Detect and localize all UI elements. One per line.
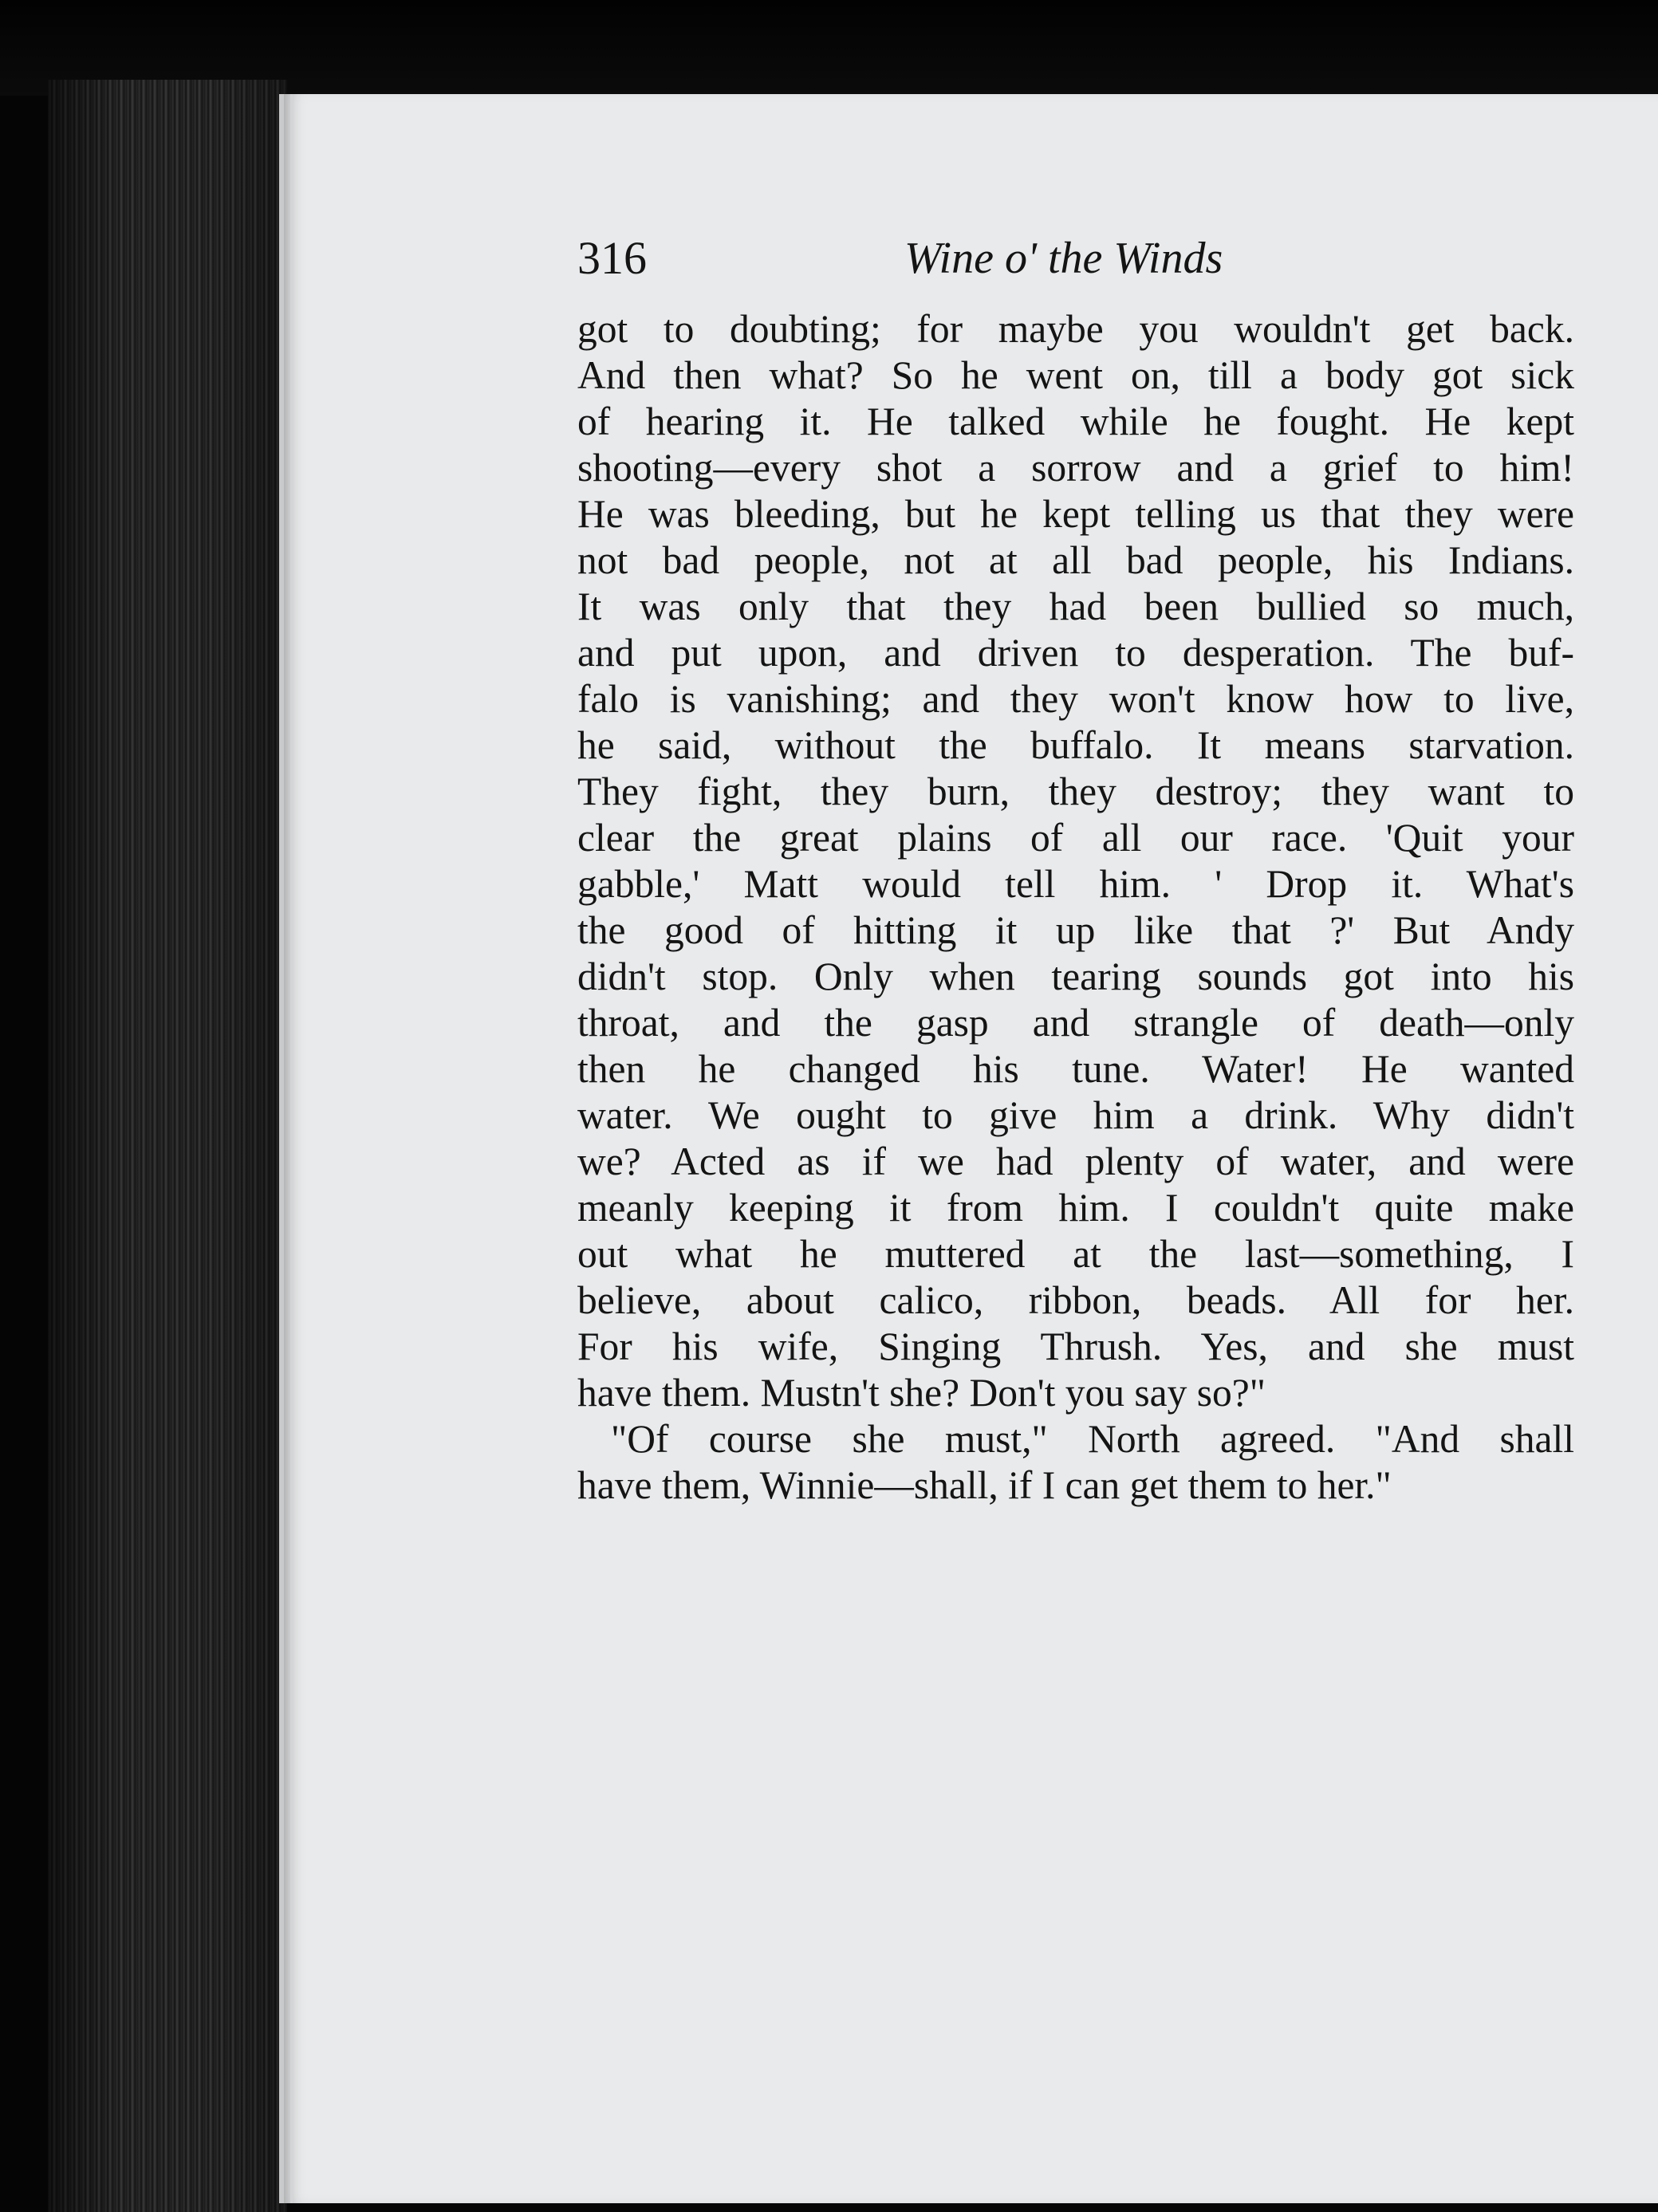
- running-header: [577, 226, 1574, 290]
- text-line: the good of hitting it up like that ?' But Andy: [577, 908, 1574, 952]
- text-line: got to doubting; for maybe you wouldn't get back.: [577, 307, 1574, 351]
- text-line: shooting—every shot a sorrow and a grief to him!: [577, 446, 1574, 490]
- text-line: we? Acted as if we had plenty of water, and were: [577, 1139, 1574, 1183]
- text-line: He was bleeding, but he kept telling us that they were: [577, 492, 1574, 536]
- text-line: out what he muttered at the last—something, I: [577, 1232, 1574, 1276]
- text-line: and put upon, and driven to desperation. The buf-: [577, 631, 1574, 675]
- text-line: falo is vanishing; and they won't know how to live,: [577, 677, 1574, 721]
- text-line: throat, and the gasp and strangle of death—only: [577, 1001, 1574, 1045]
- running-title: Wine o' the Winds: [904, 234, 1223, 283]
- text-line: meanly keeping it from him. I couldn't quite make: [577, 1186, 1574, 1230]
- text-line: For his wife, Singing Thrush. Yes, and she must: [577, 1324, 1574, 1368]
- text-line: believe, about calico, ribbon, beads. All for her.: [577, 1278, 1574, 1322]
- text-line: of hearing it. He talked while he fought. He kept: [577, 399, 1574, 443]
- text-line: gabble,' Matt would tell him. ' Drop it. What's: [577, 862, 1574, 906]
- text-line: They fight, they burn, they destroy; they want to: [577, 769, 1574, 813]
- text-line: he said, without the buffalo. It means starvation.: [577, 723, 1574, 767]
- text-line: It was only that they had been bullied so much,: [577, 584, 1574, 628]
- page-number: 316: [577, 232, 647, 284]
- text-line: not bad people, not at all bad people, his Indians.: [577, 538, 1574, 582]
- text-line: have them, Winnie—shall, if I can get them to her.": [577, 1463, 1392, 1507]
- text-line: didn't stop. Only when tearing sounds got into his: [577, 954, 1574, 998]
- text-line: then he changed his tune. Water! He wanted: [577, 1047, 1574, 1091]
- text-line: clear the great plains of all our race. 'Quit your: [577, 816, 1574, 860]
- text-line: And then what? So he went on, till a body got sick: [577, 353, 1574, 397]
- text-line: water. We ought to give him a drink. Why didn't: [577, 1093, 1574, 1137]
- text-line: have them. Mustn't she? Don't you say so?": [577, 1371, 1266, 1415]
- body-text: [577, 306, 1574, 1509]
- book-page-edges: [48, 80, 287, 2212]
- text-line: "Of course she must," North agreed. "And shall: [611, 1417, 1574, 1461]
